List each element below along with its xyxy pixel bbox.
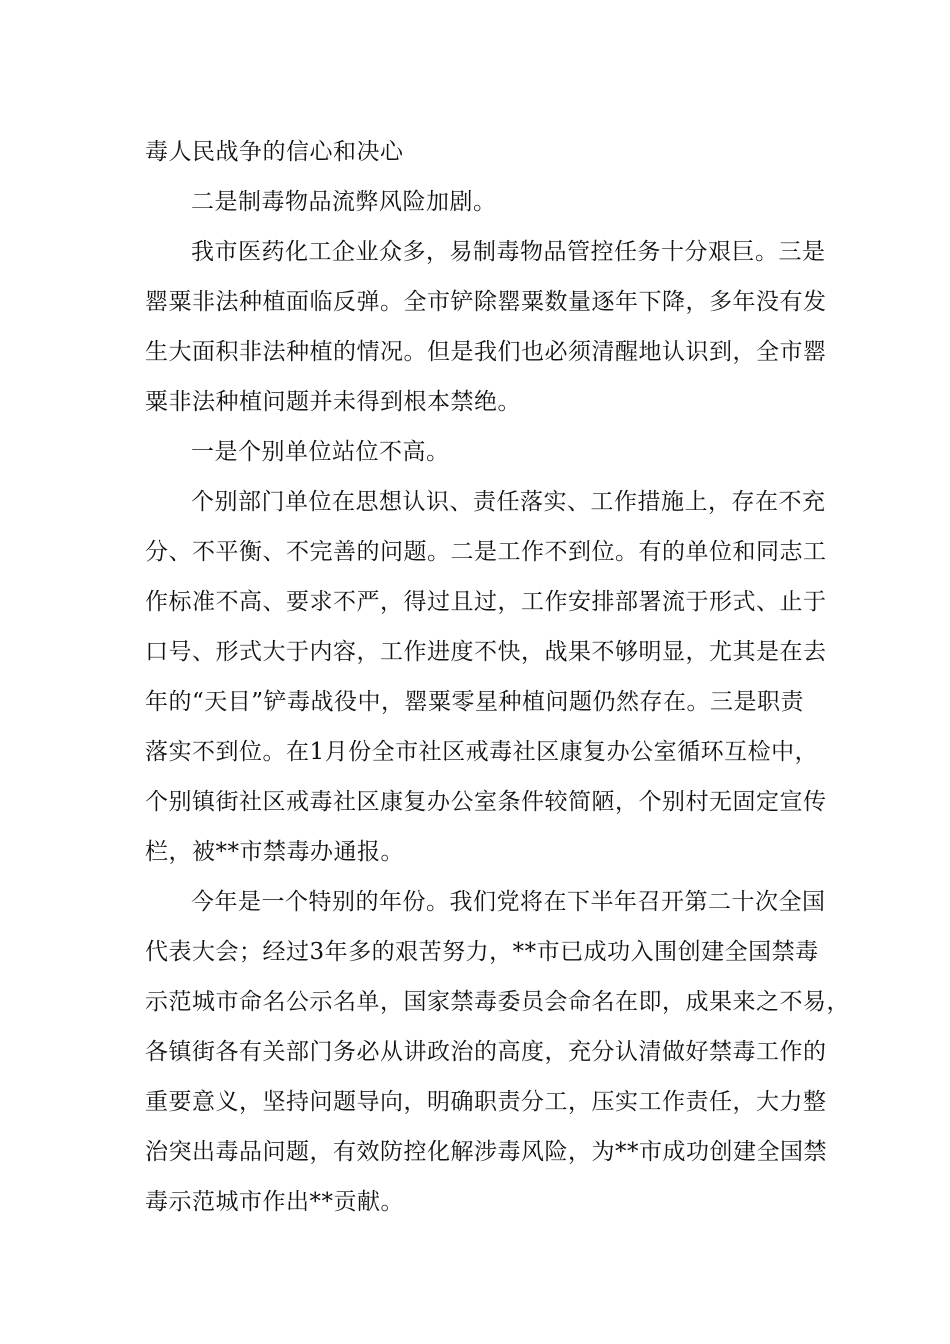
text-line: 今年是一个特别的年份。我们党将在下半年召开第二十次全国 (191, 889, 826, 915)
text-line: 毒示范城市作出**贡献。 (145, 1189, 404, 1215)
text-line: 二是制毒物品流弊风险加剧。 (191, 189, 497, 215)
text-line: 治突出毒品问题，有效防控化解涉毒风险，为**市成功创建全国禁 (145, 1139, 827, 1165)
text-line: 代表大会；经过3年多的艰苦努力，**市已成功入围创建全国禁毒 (145, 939, 819, 965)
text-line: 重要意义，坚持问题导向，明确职责分工，压实工作责任，大力整 (145, 1089, 827, 1115)
text-line: 我市医药化工企业众多，易制毒物品管控任务十分艰巨。三是 (191, 239, 826, 265)
text-line: 各镇街各有关部门务必从讲政治的高度，充分认清做好禁毒工作的 (145, 1039, 827, 1065)
text-line: 生大面积非法种植的情况。但是我们也必须清醒地认识到，全市罂 (145, 339, 827, 365)
text-line: 个别镇街社区戒毒社区康复办公室条件较简陋，个别村无固定宣传 (145, 789, 827, 815)
text-line: 个别部门单位在思想认识、责任落实、工作措施上，存在不充 (191, 489, 826, 515)
text-line: 一是个别单位站位不高。 (191, 439, 450, 465)
text-line: 毒人民战争的信心和决心 (145, 139, 404, 165)
text-line: 示范城市命名公示名单，国家禁毒委员会命名在即，成果来之不易， (145, 989, 850, 1015)
text-line: 粟非法种植问题并未得到根本禁绝。 (145, 389, 521, 415)
text-line: 罂粟非法种植面临反弹。全市铲除罂粟数量逐年下降，多年没有发 (145, 289, 827, 315)
text-line: 口号、形式大于内容，工作进度不快，战果不够明显，尤其是在去 (145, 639, 827, 665)
text-line: 年的“天目”铲毒战役中，罂粟零星种植问题仍然存在。三是职责 (145, 689, 805, 715)
text-line: 栏，被**市禁毒办通报。 (145, 839, 404, 865)
text-line: 分、不平衡、不完善的问题。二是工作不到位。有的单位和同志工 (145, 539, 827, 565)
text-line: 落实不到位。在1月份全市社区戒毒社区康复办公室循环互检中， (145, 739, 819, 765)
text-line: 作标准不高、要求不严，得过且过，工作安排部署流于形式、止于 (145, 589, 827, 615)
